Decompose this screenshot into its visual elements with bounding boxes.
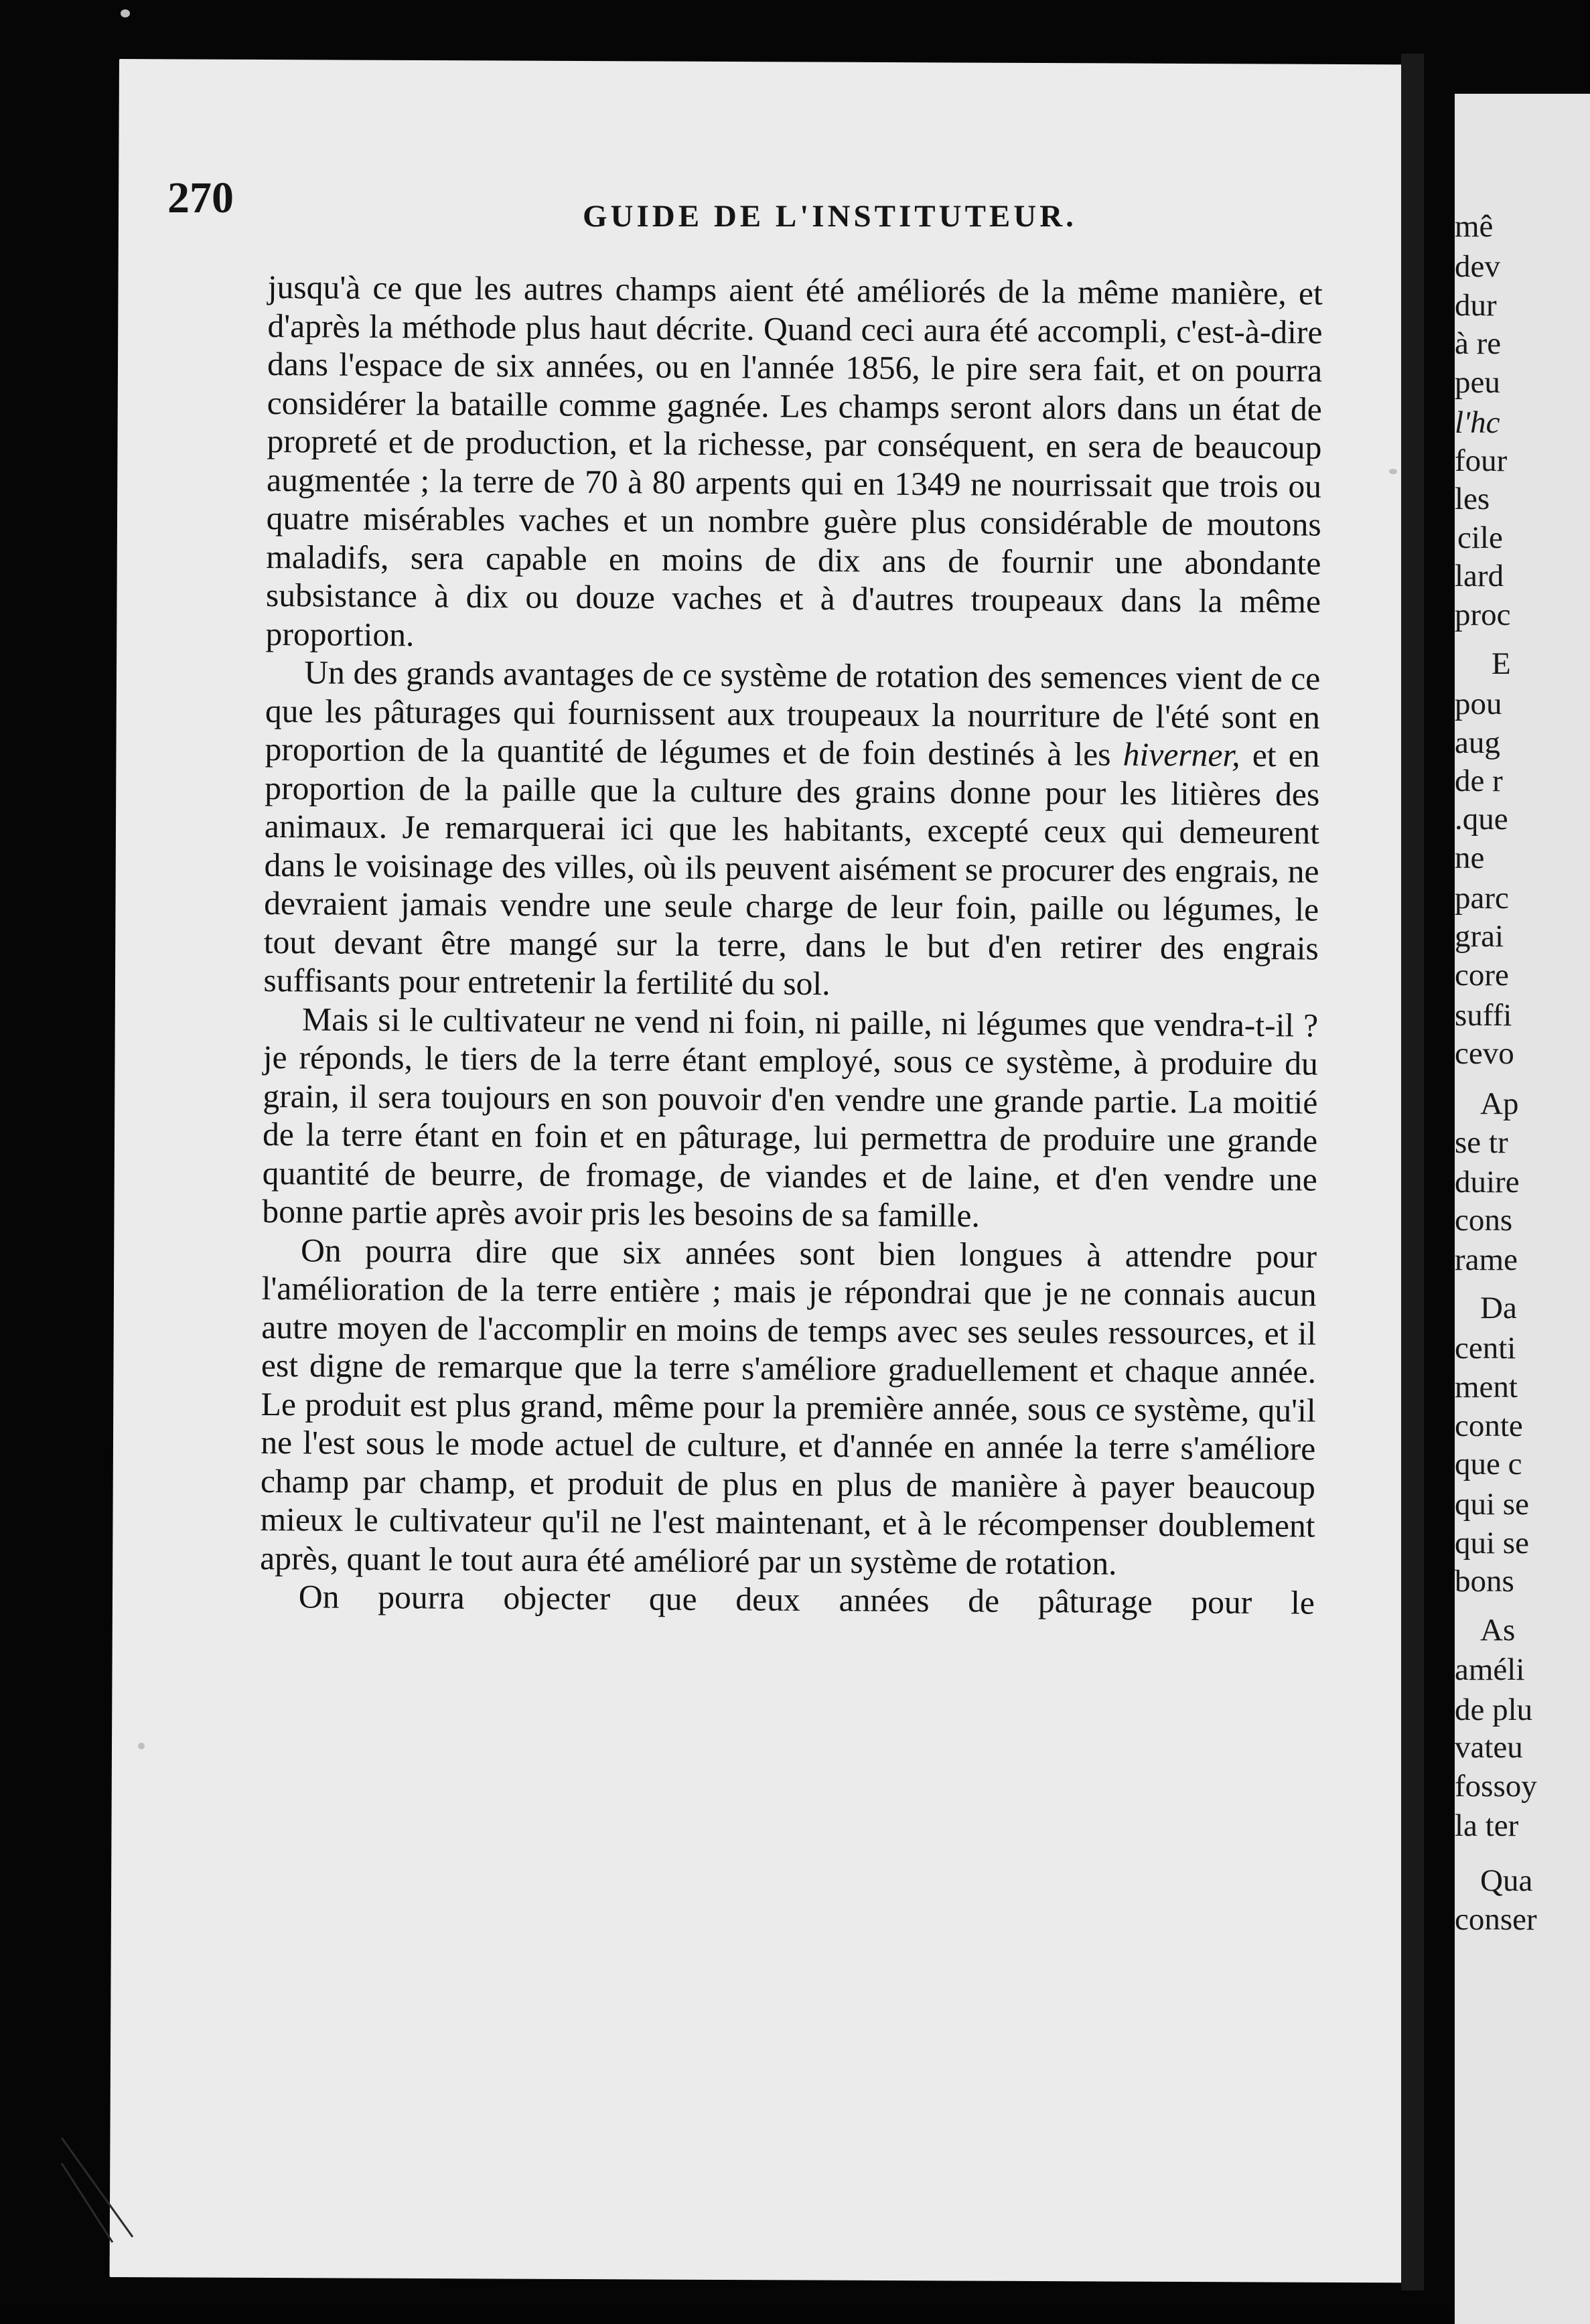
adjacent-page-word-fragment: mê [1455, 209, 1494, 244]
adjacent-page-word-fragment: aug [1455, 725, 1500, 760]
adjacent-page-word-fragment: cile [1457, 520, 1503, 555]
scan-speck [121, 9, 130, 17]
adjacent-page-word-fragment: de plu [1455, 1692, 1533, 1727]
adjacent-page-word-fragment: .que [1455, 802, 1508, 837]
paragraph: Mais si le cultivateur ne vend ni foin, ni paille, ni légumes que vendra-t-il ? je réponds, le tiers de la terre étant employé, sous ce système, à produire du grain, il sera toujours en son pouvoir d'en vendre une grande partie. La moitié de la terre étant en foin et en pâturage, lui permettra de produire une grande quantité de beurre, de fromage, de viandes et de laine, et d'en vendre une bonne partie après avoir pris les besoins de sa famille. [262, 1000, 1319, 1234]
adjacent-page-word-fragment: Qua [1480, 1863, 1533, 1898]
adjacent-page-word-fragment: grai [1455, 919, 1504, 954]
adjacent-page-word-fragment: pou [1455, 686, 1502, 721]
adjacent-page-word-fragment: cevo [1455, 1036, 1514, 1071]
book-gutter [1401, 54, 1424, 2291]
adjacent-page-word-fragment: conte [1455, 1408, 1523, 1443]
scan-speck [138, 1743, 145, 1749]
adjacent-page-word-fragment: core [1455, 958, 1509, 993]
adjacent-page-word-fragment: dur [1455, 288, 1497, 323]
adjacent-page-word-fragment: E [1492, 646, 1511, 681]
scan-speck [1389, 469, 1397, 474]
adjacent-page-word-fragment: As [1480, 1613, 1516, 1648]
adjacent-page-fragment [1455, 94, 1590, 2324]
adjacent-page-word-fragment: dev [1455, 249, 1500, 284]
adjacent-page-word-fragment: ne [1455, 841, 1485, 875]
adjacent-page-word-fragment: parc [1455, 881, 1509, 916]
adjacent-page-word-fragment: l'hc [1455, 405, 1500, 440]
adjacent-page-word-fragment: vateu [1455, 1730, 1523, 1765]
adjacent-page-word-fragment: à re [1455, 326, 1502, 361]
paragraph [263, 653, 1320, 1006]
page-corner-fold [59, 2136, 139, 2244]
adjacent-page-word-fragment: ment [1455, 1370, 1518, 1404]
adjacent-page-word-fragment: duire [1455, 1165, 1520, 1200]
italic-word: hiverner, [1123, 735, 1240, 774]
adjacent-page-word-fragment: la ter [1455, 1808, 1519, 1843]
adjacent-page-word-fragment: qui se [1455, 1487, 1529, 1522]
adjacent-page-word-fragment: rame [1455, 1242, 1518, 1277]
adjacent-page-word-fragment: que c [1455, 1447, 1522, 1481]
adjacent-page-word-fragment: qui se [1455, 1526, 1529, 1560]
page-number: 270 [167, 173, 234, 222]
adjacent-page-word-fragment: améli [1455, 1652, 1525, 1687]
paragraph: On pourra dire que six années sont bien longues à attendre pour l'amélioration de la terre entière ; mais je répondrai que je ne connais aucun autre moyen de l'accomplir en moins de temps avec ses seules ressources, et il est digne de remarque que la terre s'améliore graduellement et chaque année. Le produit est plus grand, même pour la première année, sous ce système, qu'il ne l'est sous le mode actuel de culture, et d'année en année la terre s'améliore champ par champ, et produit de plus en plus de manière à payer beaucoup mieux le cultivateur qu'il ne l'est maintenant, et à le récompenser doublement après, quant le tout aura été amélioré par un système de rotation. [260, 1231, 1317, 1582]
running-head: GUIDE DE L'INSTITUTEUR. [583, 199, 1077, 234]
body-text [260, 268, 1323, 1622]
adjacent-page-word-fragment: centi [1455, 1331, 1516, 1366]
adjacent-page-word-fragment: les [1455, 482, 1490, 516]
adjacent-page-word-fragment: peu [1455, 365, 1500, 400]
adjacent-page-word-fragment: fossoy [1455, 1769, 1537, 1804]
paragraph: jusqu'à ce que les autres champs aient été améliorés de la même manière, et d'après la méthode plus haut décrite. Quand ceci aura été accompli, c'est-à-dire dans l'espace de six années, ou en l'année 1856, le pire sera fait, et on pourra considérer la bataille comme gagnée. Les champs seront alors dans un état de propreté et de production, et la richesse, par conséquent, en sera de beaucoup augmentée ; la terre de 70 à 80 arpents qui en 1349 ne nourrissait que trois ou quatre misérables vaches et un nombre guère plus considérable de moutons maladifs, sera capable en moins de dix ans de fournir une abondante subsistance à dix ou douze vaches et à d'autres troupeaux dans la même proportion. [265, 268, 1323, 653]
adjacent-page-word-fragment: cons [1455, 1203, 1513, 1238]
paragraph-text: et en proportion de la paille que la culture des grains donne pour les litières des animaux. Je remarquerai ici que les habitants, excepté ceux qui demeurent dans le voisinage des villes, où ils peuvent aisément se procurer des engrais, ne devraient jamais vendre une seule charge de leur foin, paille ou légumes, le tout devant être mangé sur la terre, dans le but d'en retirer des engrais suffisants pour entretenir la fertilité du sol. [263, 736, 1320, 1003]
adjacent-page-word-fragment: Ap [1480, 1086, 1519, 1121]
adjacent-page-word-fragment: lard [1455, 559, 1504, 593]
adjacent-page-word-fragment: four [1455, 443, 1508, 478]
adjacent-page-word-fragment: bons [1455, 1564, 1514, 1599]
adjacent-page-word-fragment: suffi [1455, 998, 1512, 1033]
adjacent-page-word-fragment: conser [1455, 1902, 1537, 1937]
adjacent-page-word-fragment: se tr [1455, 1125, 1508, 1160]
adjacent-page-word-fragment: proc [1455, 597, 1511, 632]
paragraph-text: Un des grands avantages de ce système de rotation des semences vient de ce que les pâturages qui fournissent aux troupeaux la nourriture de l'été sont en proportion de la quantité de légumes et de foin destinés à les [265, 654, 1321, 773]
paragraph: On pourra objecter que deux années de pâturage pour le [298, 1578, 1315, 1621]
adjacent-page-word-fragment: de r [1455, 764, 1503, 798]
page-header [167, 173, 1239, 234]
adjacent-page-word-fragment: Da [1480, 1291, 1517, 1325]
